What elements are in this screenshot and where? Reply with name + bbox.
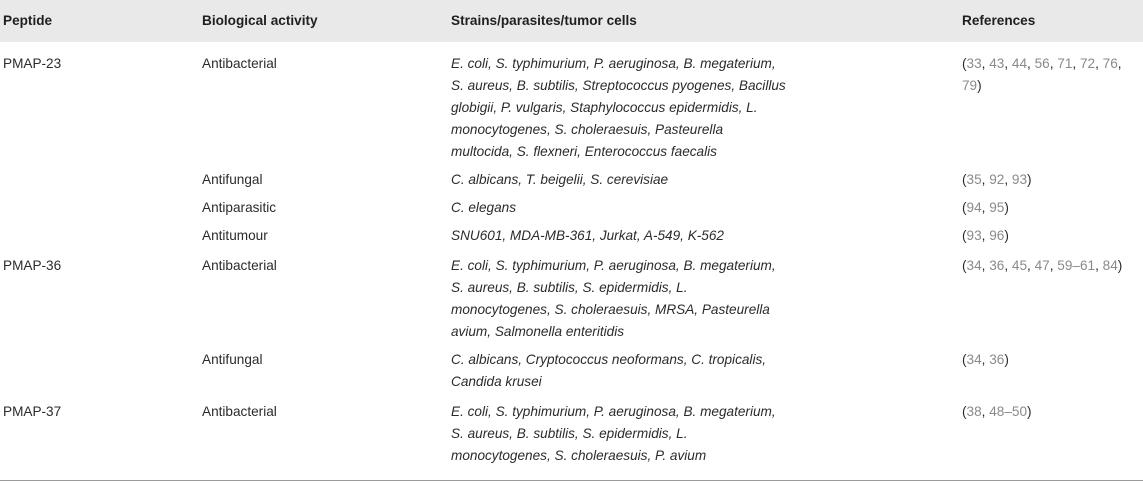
header-peptide: Peptide xyxy=(3,13,53,28)
reference-link[interactable]: 95 xyxy=(989,200,1005,215)
table-body xyxy=(0,42,1143,467)
cell-references: (38, 48–50) xyxy=(962,404,1032,419)
reference-link[interactable]: 59–61 xyxy=(1057,258,1096,273)
table-row xyxy=(0,343,1143,393)
cell-peptide xyxy=(0,343,199,393)
cell-references: (33, 43, 44, 56, 71, 72, 76, 79) xyxy=(962,56,1122,93)
reference-link[interactable]: 38 xyxy=(966,404,982,419)
cell-biological-activity: Antibacterial xyxy=(202,258,277,273)
header-row xyxy=(0,0,1143,42)
reference-link[interactable]: 34 xyxy=(966,258,982,273)
cell-references: (34, 36) xyxy=(962,352,1009,367)
reference-link[interactable]: 35 xyxy=(966,172,982,187)
reference-link[interactable]: 84 xyxy=(1102,258,1118,273)
reference-link[interactable]: 94 xyxy=(966,200,982,215)
reference-link[interactable]: 93 xyxy=(966,228,982,243)
cell-peptide: PMAP-37 xyxy=(3,404,62,419)
reference-link[interactable]: 45 xyxy=(1011,258,1028,273)
table-row xyxy=(0,42,1143,163)
reference-link[interactable]: 47 xyxy=(1034,258,1050,273)
header-strains: Strains/parasites/tumor cells xyxy=(451,13,637,28)
cell-references: (93, 96) xyxy=(962,228,1009,243)
header-biological-activity: Biological activity xyxy=(202,13,318,28)
cell-strains: C. elegans xyxy=(451,200,516,215)
cell-peptide xyxy=(0,219,199,247)
reference-link[interactable]: 93 xyxy=(1011,172,1028,187)
reference-link[interactable]: 76 xyxy=(1102,56,1118,71)
bottom-rule xyxy=(0,480,1143,481)
cell-strains: C. albicans, Cryptococcus neoformans, C. tropicalis, Candida krusei xyxy=(451,352,767,389)
reference-link[interactable]: 92 xyxy=(989,172,1005,187)
cell-peptide xyxy=(0,191,199,219)
cell-strains: SNU601, MDA-MB-361, Jurkat, A-549, K-562 xyxy=(451,228,724,243)
reference-link[interactable]: 33 xyxy=(966,56,982,71)
cell-peptide: PMAP-36 xyxy=(3,258,62,273)
cell-references: (34, 36, 45, 47, 59–61, 84) xyxy=(962,258,1123,273)
table-row xyxy=(0,247,1143,343)
table-row xyxy=(0,393,1143,467)
cell-strains: C. albicans, T. beigelii, S. cerevisiae xyxy=(451,172,669,187)
cell-biological-activity: Antifungal xyxy=(202,352,263,367)
reference-link[interactable]: 71 xyxy=(1057,56,1073,71)
reference-link[interactable]: 96 xyxy=(989,228,1005,243)
reference-link[interactable]: 36 xyxy=(989,352,1005,367)
cell-strains: E. coli, S. typhimurium, P. aeruginosa, B. megaterium, S. aureus, B. subtilis, S. epidermidis, L. monocytogenes, S. choleraesuis, MRSA, Pasteurella avium, Salmonella enteritidis xyxy=(451,258,776,339)
cell-biological-activity: Antiparasitic xyxy=(202,200,277,215)
reference-link[interactable]: 36 xyxy=(989,258,1005,273)
reference-link[interactable]: 56 xyxy=(1034,56,1050,71)
table-row xyxy=(0,163,1143,191)
cell-references: (94, 95) xyxy=(962,200,1009,215)
reference-link[interactable]: 34 xyxy=(966,352,982,367)
table-header xyxy=(0,0,1143,42)
table-row xyxy=(0,191,1143,219)
cell-peptide: PMAP-23 xyxy=(3,56,62,71)
reference-link[interactable]: 43 xyxy=(989,56,1005,71)
reference-link[interactable]: 48–50 xyxy=(989,404,1028,419)
reference-link[interactable]: 72 xyxy=(1079,56,1096,71)
header-references: References xyxy=(962,13,1036,28)
reference-link[interactable]: 44 xyxy=(1011,56,1028,71)
table-row xyxy=(0,219,1143,247)
cell-biological-activity: Antibacterial xyxy=(202,404,277,419)
cell-strains: E. coli, S. typhimurium, P. aeruginosa, B. megaterium, S. aureus, B. subtilis, Streptococcus pyogenes, Bacillus globigii, P. vulgaris, Staphylococcus epidermidis, L. monocytogenes, S. choleraesuis, Pasteurella multocida, S. flexneri, Enterococcus faecalis xyxy=(451,56,786,159)
cell-strains: E. coli, S. typhimurium, P. aeruginosa, B. megaterium, S. aureus, B. subtilis, S. epidermidis, L. monocytogenes, S. choleraesuis, P. avium xyxy=(451,404,776,463)
cell-references: (35, 92, 93) xyxy=(962,172,1032,187)
cell-biological-activity: Antitumour xyxy=(202,228,268,243)
cell-peptide xyxy=(0,163,199,191)
reference-link[interactable]: 79 xyxy=(962,78,978,93)
cell-biological-activity: Antifungal xyxy=(202,172,263,187)
cell-biological-activity: Antibacterial xyxy=(202,56,277,71)
